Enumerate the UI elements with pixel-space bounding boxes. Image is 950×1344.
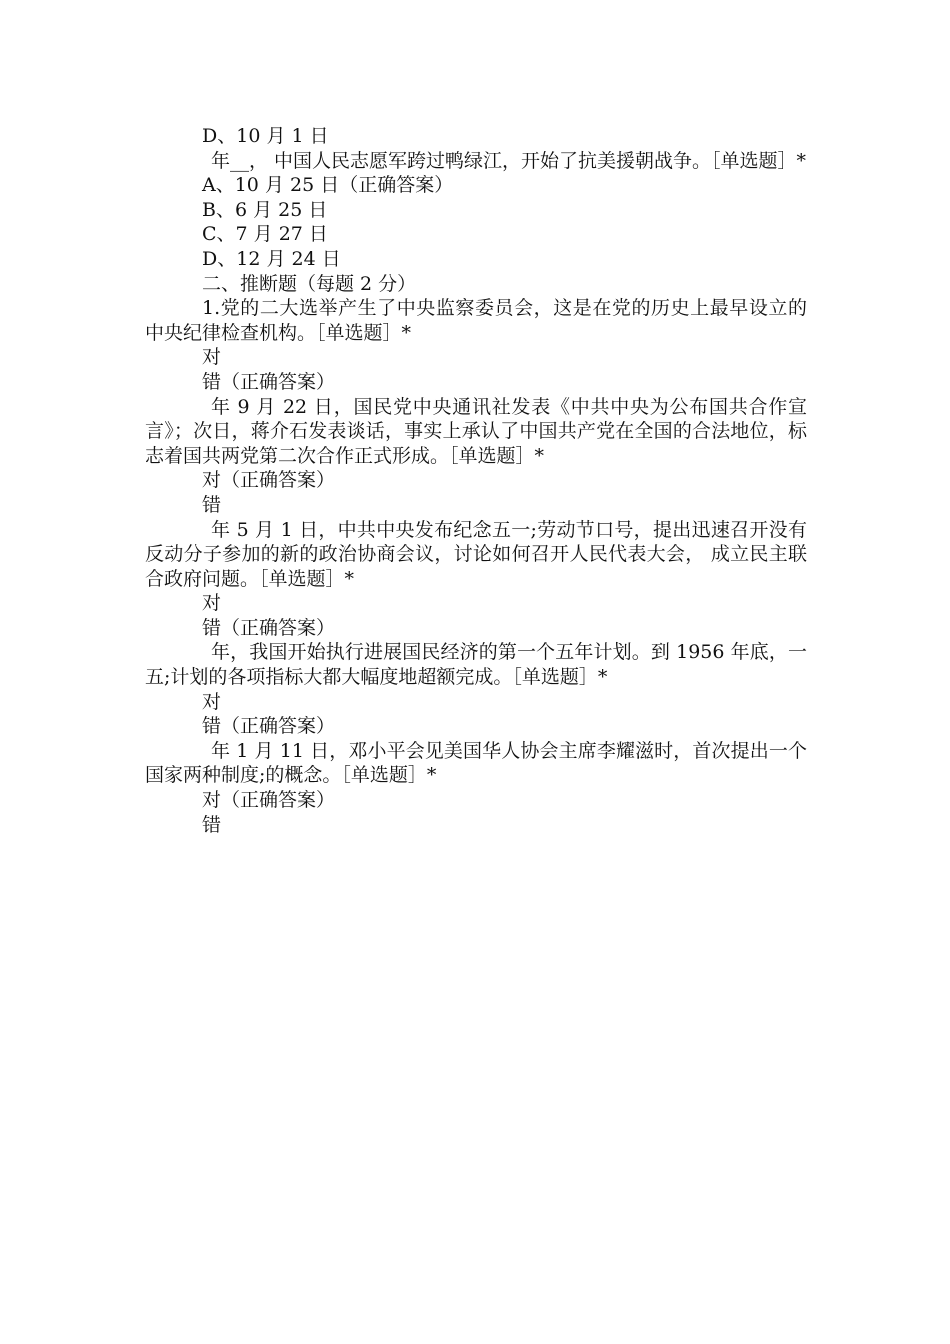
- question-stem-3: 年 5 月 1 日，中共中央发布纪念五一;劳动节口号，提出迅速召开没有反动分子参加的新的政治协商会议，讨论如何召开人民代表大会， 成立民主联合政府问题。［单选题］*: [145, 518, 807, 590]
- option-a: A、10 月 25 日（正确答案）: [202, 174, 454, 197]
- option-false: 错: [202, 813, 222, 836]
- option-true: 对: [202, 346, 222, 369]
- option-false: 错: [202, 493, 222, 516]
- option-true: 对（正确答案）: [202, 789, 336, 812]
- option-d: D、12 月 24 日: [202, 247, 341, 270]
- question-stem-5: 年 1 月 11 日，邓小平会见美国华人协会主席李耀滋时，首次提出一个国家两种制度;的概念。［单选题］*: [145, 739, 807, 787]
- question-stem-1: 1.党的二大选举产生了中央监察委员会，这是在党的历史上最早设立的中央纪律检查机构。［单选题］*: [145, 297, 807, 344]
- option-false: 错（正确答案）: [202, 616, 336, 639]
- option-c: C、7 月 27 日: [202, 223, 328, 246]
- option-true: 对: [202, 592, 222, 615]
- question-stem-4: 年，我国开始执行进展国民经济的第一个五年计划。到 1956 年底，一五;计划的各项指标大都大幅度地超额完成。［单选题］*: [145, 641, 807, 689]
- option-true: 对（正确答案）: [202, 469, 336, 492]
- section-title: 二、推断题（每题 2 分）: [202, 272, 417, 295]
- question-stem-2: 年 9 月 22 日，国民党中央通讯社发表《中共中央为公布国共合作宣言》；次日，蒋介石发表谈话，事实上承认了中国共产党在全国的合法地位，标志着国共两党第二次合作正式形成。［单选题］*: [145, 395, 807, 467]
- question-stem-korea: 年__， 中国人民志愿军跨过鸭绿江，开始了抗美援朝战争。［单选题］*: [211, 149, 807, 172]
- option-d-prev: D、10 月 1 日: [202, 125, 329, 147]
- quiz-content: [145, 124, 807, 837]
- option-false: 错（正确答案）: [202, 715, 336, 738]
- option-false: 错（正确答案）: [202, 370, 336, 393]
- option-true: 对: [202, 690, 222, 713]
- option-b: B、6 月 25 日: [202, 198, 328, 221]
